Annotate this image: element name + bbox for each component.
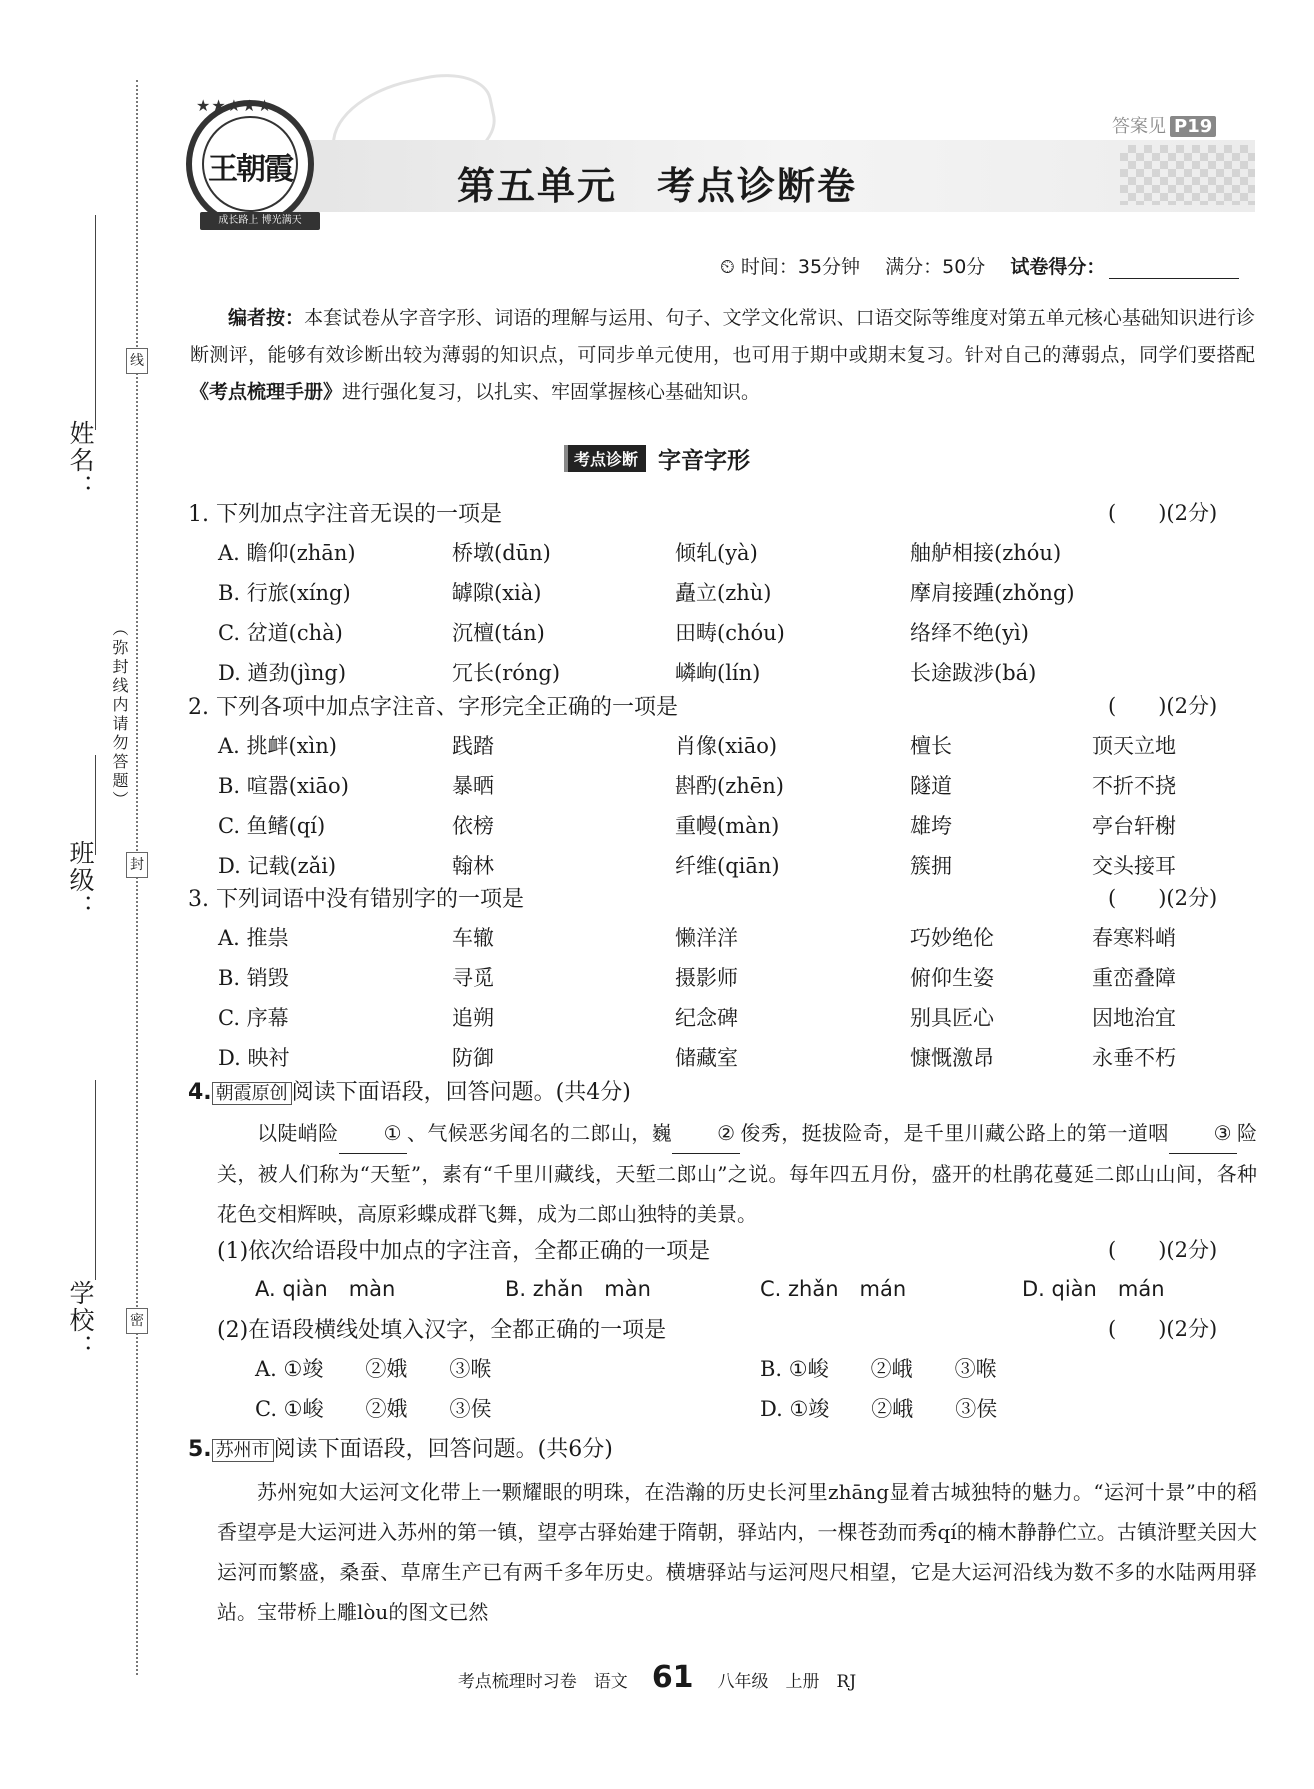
question-4-1-answer-blank[interactable]: ( )(2分) (1108, 1238, 1218, 1262)
page-title: 第五单元 考点诊断卷 (456, 164, 857, 208)
q2-row-1-item-4: 檀长 (910, 734, 952, 758)
q2-row-4-item-4: 簇拥 (910, 854, 952, 878)
q1-row-2-item-3: 矗立(zhù) (675, 581, 772, 605)
q2-row-2-item-4: 隧道 (910, 774, 952, 798)
q1-row-2-item-2: 罅隙(xià) (452, 581, 542, 605)
question-5-stem: 5. 苏州市 阅读下面语段，回答问题。(共6分) (188, 1437, 613, 1462)
q2-row-2-item-2: 暴晒 (452, 774, 494, 798)
blank-1[interactable]: ① (339, 1113, 407, 1154)
section-header (0, 442, 1314, 475)
score-field[interactable] (1109, 260, 1239, 279)
source-tag: 朝霞原创 (212, 1082, 292, 1105)
q2-row-4-item-2: 翰林 (452, 854, 494, 878)
q3-row-1-item-5: 春寒料峭 (1092, 926, 1176, 950)
question-1-answer-blank[interactable]: ( )(2分) (1108, 501, 1218, 525)
question-4-1-stem: (1)依次给语段中加点的字注音，全都正确的一项是 (217, 1239, 711, 1264)
q3-row-3-item-5: 因地治宜 (1092, 1006, 1176, 1030)
option-4-1-d[interactable]: D. qiàn mán (1022, 1277, 1165, 1301)
q1-row-4-item-2: 冗长(róng) (452, 661, 561, 685)
exam-meta (720, 252, 1239, 279)
q2-row-4-item-3: 纤维(qiān) (675, 854, 780, 878)
option-4-2-d[interactable]: D. ①竣 ②峨 ③侯 (760, 1397, 998, 1421)
q3-row-2-item-4: 俯仰生姿 (910, 966, 994, 990)
question-4-passage: 以陡峭险 ① 、气候恶劣闻名的二郎山，巍 ② 俊秀，挺拔险奇，是千里川藏公路上的第一道咽 ③ 险关，被人们称为“天堑”，素有“千里川藏线，天堑二郎山”之说。每年四五月份，盛开的杜鹃花蔓延二郎山山间，各种花色交相辉映，高原彩蝶成群飞舞，成为二郎山独特的美景。 (217, 1113, 1257, 1234)
q3-row-3-item-1[interactable]: C. 序幕 (218, 1006, 289, 1030)
q3-row-4-item-5: 永垂不朽 (1092, 1046, 1176, 1070)
question-3-stem: 3. 下列词语中没有错别字的一项是 (188, 887, 524, 912)
q2-row-1-item-5: 顶天立地 (1092, 734, 1176, 758)
question-3-answer-blank[interactable]: ( )(2分) (1108, 886, 1218, 910)
q2-row-2-item-1[interactable]: B. 喧嚣(xiāo) (218, 774, 349, 798)
question-4-2-answer-blank[interactable]: ( )(2分) (1108, 1317, 1218, 1341)
q2-row-3-item-2: 依榜 (452, 814, 494, 838)
q3-row-3-item-2: 追朔 (452, 1006, 494, 1030)
q2-row-3-item-4: 雄垮 (910, 814, 952, 838)
answer-reference: 答案见 P19 (1112, 112, 1216, 138)
option-4-2-b[interactable]: B. ①峻 ②峨 ③喉 (760, 1357, 997, 1381)
option-4-1-a[interactable]: A. qiàn màn (255, 1277, 396, 1301)
score-label: 试卷得分： (1010, 256, 1106, 278)
q1-row-3-item-4: 络绎不绝(yì) (910, 621, 1029, 645)
name-label: 姓名： (66, 420, 95, 501)
q2-row-1-item-1[interactable]: A. 挑衅(xìn) (218, 734, 337, 758)
q3-row-2-item-1[interactable]: B. 销毁 (218, 966, 289, 990)
full-score: 满分：50分 (885, 256, 986, 278)
q2-row-3-item-5: 亭台轩榭 (1092, 814, 1176, 838)
q3-row-4-item-3: 储藏室 (675, 1046, 738, 1070)
q3-row-1-item-4: 巧妙绝伦 (910, 926, 994, 950)
q1-row-3-item-2: 沉檀(tán) (452, 621, 545, 645)
q3-row-3-item-4: 别具匠心 (910, 1006, 994, 1030)
logo-text: 王朝霞 (208, 152, 292, 187)
q3-row-2-item-2: 寻觅 (452, 966, 494, 990)
clock-icon: ⏲ (720, 256, 735, 278)
seal-line-mark: 线 (126, 348, 148, 374)
question-4-stem: 4. 朝霞原创 阅读下面语段，回答问题。(共4分) (188, 1080, 631, 1105)
option-4-2-a[interactable]: A. ①竣 ②娥 ③喉 (255, 1357, 492, 1381)
q1-row-4-item-4: 长途跋涉(bá) (910, 661, 1037, 685)
q2-row-2-item-5: 不折不挠 (1092, 774, 1176, 798)
question-2-answer-blank[interactable]: ( )(2分) (1108, 694, 1218, 718)
section-title: 字音字形 (658, 448, 750, 474)
q1-row-1-item-4: 舳舻相接(zhóu) (910, 541, 1062, 565)
q1-row-4-item-1[interactable]: D. 遒劲(jìng) (218, 661, 347, 685)
time-limit: 时间：35分钟 (740, 256, 861, 278)
seal-feng-mark: 封 (126, 852, 148, 878)
logo-stars-icon: ★★★★★ (196, 96, 273, 115)
no-answer-note: （弥封线内请勿答题） (110, 620, 129, 810)
section-tag: 考点诊断 (564, 445, 646, 472)
name-field-line[interactable] (95, 215, 96, 430)
q3-row-2-item-5: 重峦叠障 (1092, 966, 1176, 990)
footer-grade: 八年级 上册 RJ (717, 1672, 857, 1692)
option-4-1-b[interactable]: B. zhǎn màn (505, 1277, 651, 1301)
q3-row-1-item-2: 车辙 (452, 926, 494, 950)
blank-3[interactable]: ③ (1169, 1113, 1237, 1154)
q2-row-3-item-1[interactable]: C. 鱼鳍(qí) (218, 814, 326, 838)
q1-row-3-item-3: 田畴(chóu) (675, 621, 785, 645)
page-number: 61 (651, 1660, 694, 1695)
q2-row-4-item-1[interactable]: D. 记载(zǎi) (218, 854, 337, 878)
q1-row-1-item-1[interactable]: A. 瞻仰(zhān) (218, 541, 356, 565)
page-footer (0, 1660, 1314, 1695)
q2-row-2-item-3: 斟酌(zhēn) (675, 774, 784, 798)
q2-row-1-item-2: 践踏 (452, 734, 494, 758)
seal-mi-mark: 密 (126, 1308, 148, 1334)
question-2-stem: 2. 下列各项中加点字注音、字形完全正确的一项是 (188, 695, 678, 720)
question-4-2-stem: (2)在语段横线处填入汉字，全都正确的一项是 (217, 1318, 667, 1343)
q2-row-1-item-3: 肖像(xiāo) (675, 734, 778, 758)
q2-row-3-item-3: 重幔(màn) (675, 814, 780, 838)
logo-ribbon: 成长路上 博光满天 (200, 212, 320, 230)
footer-book: 考点梳理时习卷 语文 (457, 1672, 628, 1692)
q1-row-3-item-1[interactable]: C. 岔道(chà) (218, 621, 343, 645)
option-4-2-c[interactable]: C. ①峻 ②娥 ③侯 (255, 1397, 492, 1421)
q3-row-4-item-1[interactable]: D. 映衬 (218, 1046, 290, 1070)
editor-note: 编者按：本套试卷从字音字形、词语的理解与运用、句子、文学文化常识、口语交际等维度对第五单元核心基础知识进行诊断测评，能够有效诊断出较为薄弱的知识点，可同步单元使用，也可用于期中或期末复习。针对自己的薄弱点，同学们要搭配《考点梳理手册》进行强化复习，以扎实、牢固掌握核心基础知识。 (190, 307, 1255, 403)
q3-row-4-item-2: 防御 (452, 1046, 494, 1070)
q3-row-3-item-3: 纪念碑 (675, 1006, 738, 1030)
class-label: 班级： (66, 840, 95, 921)
q1-row-2-item-1[interactable]: B. 行旅(xíng) (218, 581, 351, 605)
q1-row-1-item-3: 倾轧(yà) (675, 541, 758, 565)
q3-row-2-item-3: 摄影师 (675, 966, 738, 990)
q1-row-2-item-4: 摩肩接踵(zhǒng) (910, 581, 1075, 605)
q2-row-4-item-5: 交头接耳 (1092, 854, 1176, 878)
q3-row-1-item-3: 懒洋洋 (675, 926, 738, 950)
q3-row-4-item-4: 慷慨激昂 (910, 1046, 994, 1070)
source-tag: 苏州市 (212, 1439, 274, 1462)
option-4-1-c[interactable]: C. zhǎn mán (760, 1277, 907, 1301)
question-1-stem: 1. 下列加点字注音无误的一项是 (188, 502, 502, 527)
q1-row-1-item-2: 桥墩(dūn) (452, 541, 551, 565)
answer-page: P19 (1170, 116, 1216, 137)
blank-2[interactable]: ② (672, 1113, 740, 1154)
school-label: 学校： (66, 1280, 95, 1361)
class-field-line[interactable] (95, 755, 96, 855)
q1-row-4-item-3: 嶙峋(lín) (675, 661, 761, 685)
question-5-passage: 苏州宛如大运河文化带上一颗耀眼的明珠，在浩瀚的历史长河里zhāng显着古城独特的魅力。“运河十景”中的稻香望亭是大运河进入苏州的第一镇，望亭古驿始建于隋朝，驿站内，一棵苍劲而秀qí的楠木静静伫立。古镇浒墅关因大运河而繁盛，桑蚕、草席生产已有两千多年历史。横塘驿站与运河咫尺相望，它是大运河沿线为数不多的水陆两用驿站。宝带桥上雕lòu的图文已然 (217, 1480, 1257, 1624)
school-field-line[interactable] (95, 1080, 96, 1280)
q3-row-1-item-1[interactable]: A. 推祟 (218, 926, 289, 950)
